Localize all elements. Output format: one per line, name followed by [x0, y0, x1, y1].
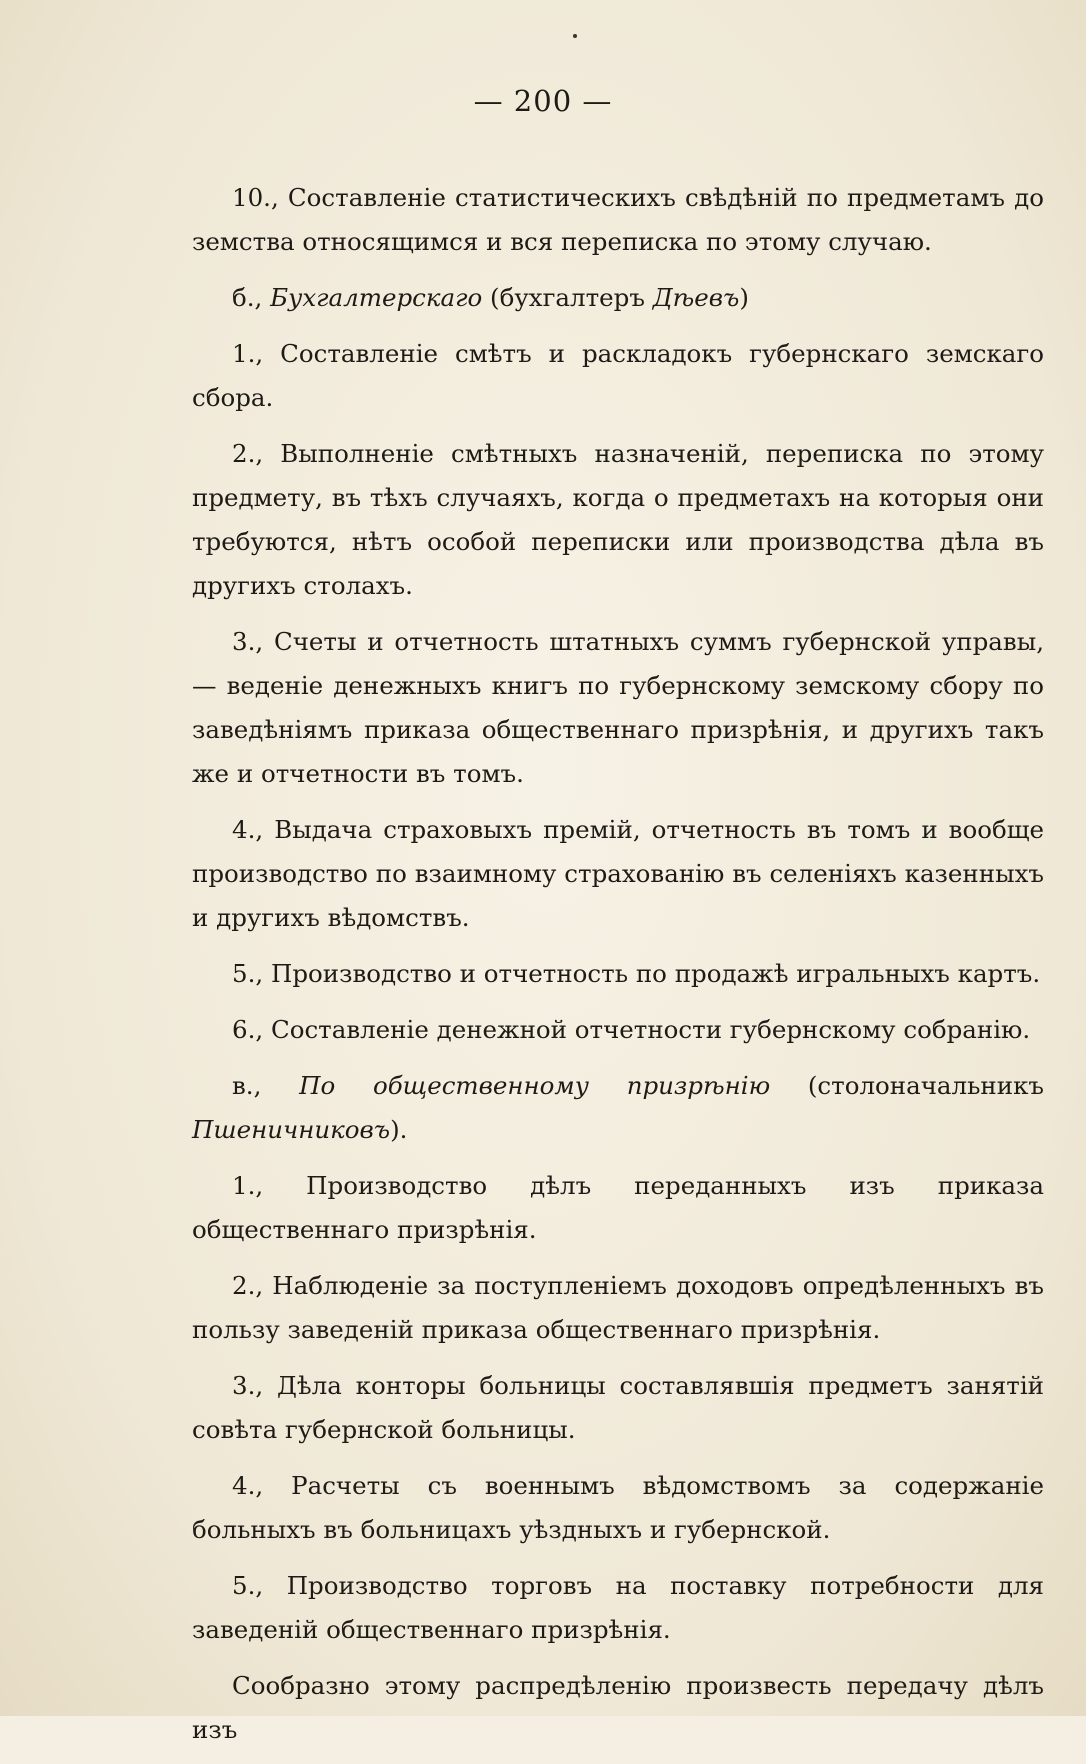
text-run: б.,: [232, 283, 271, 312]
paragraph: [192, 1164, 1044, 1252]
text-run: 4., Выдача страховыхъ премій, отчетность въ томъ и вообще производство по взаимному страхованію въ селеніяхъ казенныхъ и другихъ вѣдомствъ.: [192, 815, 1044, 932]
paragraph: [192, 620, 1044, 796]
paragraph: [192, 1264, 1044, 1352]
text-run: 3., Счеты и отчетность штатныхъ суммъ губернской управы,— веденіе денежныхъ книгъ по губернскому земскому сбору по заведѣніямъ приказа общественнаго призрѣнія, и другихъ такъ же и отчетности въ томъ.: [192, 627, 1044, 788]
paragraph: [192, 1664, 1044, 1752]
italic-text: Бухгалтерскаго: [270, 283, 483, 312]
paragraph: [192, 808, 1044, 940]
italic-text: Дѣевъ: [652, 283, 740, 312]
ink-speck: [573, 34, 577, 38]
text-run: 1., Производство дѣлъ переданныхъ изъ приказа общественнаго призрѣнія.: [192, 1171, 1044, 1244]
italic-text: По общественному призрѣнію: [299, 1071, 771, 1100]
text-run: 6., Составленіе денежной отчетности губернскому собранію.: [232, 1015, 1031, 1044]
text-run: 3., Дѣла конторы больницы составлявшія предметъ занятій совѣта губернской больницы.: [192, 1371, 1044, 1444]
text-run: ).: [390, 1115, 408, 1144]
text-run: 2., Выполненіе смѣтныхъ назначеній, переписка по этому предмету, въ тѣхъ случаяхъ, когда о предметахъ на которыя они требуются, нѣтъ особой переписки или производства дѣла въ другихъ столахъ.: [192, 439, 1044, 600]
text-run: (бухгалтеръ: [482, 283, 653, 312]
text-run: 5., Производство и отчетность по продажѣ игральныхъ картъ.: [232, 959, 1041, 988]
page-number: — 200 —: [473, 84, 613, 118]
paragraph: [192, 1064, 1044, 1152]
paragraph: [192, 1564, 1044, 1652]
text-run: в.,: [232, 1071, 300, 1100]
paragraph: [192, 432, 1044, 608]
text-run: ): [739, 283, 749, 312]
paragraph: [192, 1464, 1044, 1552]
text-run: Сообразно этому распредѣленію произвесть передачу дѣлъ изъ: [192, 1671, 1044, 1744]
paragraph: [192, 176, 1044, 264]
paragraph: [192, 952, 1044, 996]
paragraph: [192, 332, 1044, 420]
text-run: 5., Производство торговъ на поставку потребности для заведеній общественнаго призрѣнія.: [192, 1571, 1044, 1644]
paragraph: [192, 276, 1044, 320]
text-run: 4., Расчеты съ военнымъ вѣдомствомъ за содержаніе больныхъ въ больницахъ уѣздныхъ и губернской.: [192, 1471, 1044, 1544]
text-run: 2., Наблюденіе за поступленіемъ доходовъ опредѣленныхъ въ пользу заведеній приказа общественнаго призрѣнія.: [192, 1271, 1044, 1344]
paragraph: [192, 1364, 1044, 1452]
text-run: (столоначальникъ: [770, 1071, 1044, 1100]
text-run: 1., Составленіе смѣтъ и раскладокъ губернскаго земскаго сбора.: [192, 339, 1044, 412]
document-body: [192, 176, 1044, 1764]
text-run: 10., Составленіе статистическихъ свѣдѣній по предметамъ до земства относящимся и вся переписка по этому случаю.: [192, 183, 1044, 256]
italic-text: Пшеничниковъ: [192, 1115, 391, 1144]
paragraph: [192, 1008, 1044, 1052]
